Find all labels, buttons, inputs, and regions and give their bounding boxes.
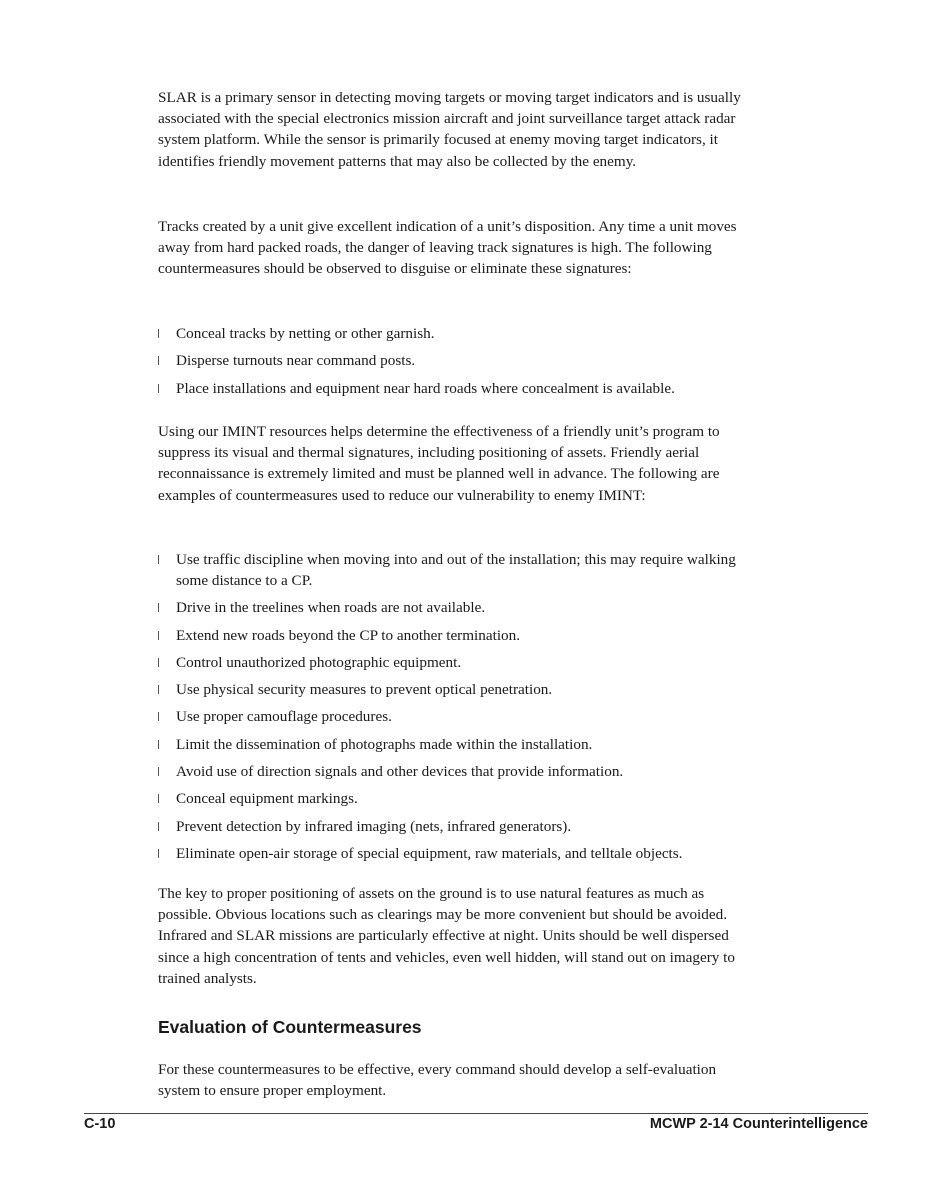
- list-item: [158, 816, 758, 837]
- list-item: [158, 734, 758, 755]
- bullet-icon: [158, 822, 159, 831]
- bullet-icon: [158, 631, 159, 640]
- list-item: [158, 843, 758, 864]
- bullet-icon: [158, 767, 159, 776]
- list-item-text: Eliminate open-air storage of special equipment, raw materials, and telltale objects.: [176, 844, 683, 862]
- bullet-icon: [158, 712, 159, 721]
- bullet-icon: [158, 329, 159, 338]
- bullet-icon: [158, 356, 159, 365]
- footer-divider: [84, 1113, 868, 1114]
- publication-title: MCWP 2-14 Counterintelligence: [649, 1116, 868, 1132]
- bullet-icon: [158, 384, 159, 393]
- list-item: [158, 652, 758, 673]
- list-item-text: Use physical security measures to prevent optical penetration.: [176, 681, 553, 699]
- bullet-list-imint: [158, 549, 758, 870]
- paragraph-tracks: Tracks created by a unit give excellent indication of a unit’s disposition. Any time a unit moves away from hard packed roads, the danger of leaving track signatures is high. The following countermeasures should be observed to disguise or eliminate these signatures:: [158, 218, 737, 278]
- list-item-text: Use traffic discipline when moving into and out of the installation; this may require walking some distance to a CP.: [176, 551, 736, 589]
- list-item-text: Control unauthorized photographic equipment.: [176, 653, 462, 671]
- list-item: [158, 549, 758, 591]
- list-item: [158, 679, 758, 700]
- list-item-text: Avoid use of direction signals and other devices that provide information.: [176, 763, 624, 781]
- bullet-icon: [158, 685, 159, 694]
- list-item-text: Disperse turnouts near command posts.: [176, 352, 416, 370]
- list-item-text: Extend new roads beyond the CP to another termination.: [176, 626, 521, 644]
- paragraph-positioning: The key to proper positioning of assets on the ground is to use natural features as much as possible. Obvious locations such as clearings may be more convenient but should be avoided. Infrared and SLAR missions are particularly effective at night. Units should be well dispersed since a high concentration of tents and vehicles, even well hidden, will stand out on imagery to trained analysts.: [158, 885, 735, 987]
- section-heading: Evaluation of Countermeasures: [158, 1017, 422, 1037]
- list-item-text: Conceal equipment markings.: [176, 790, 358, 808]
- list-item-text: Drive in the treelines when roads are not available.: [176, 599, 486, 617]
- bullet-icon: [158, 849, 159, 858]
- paragraph-imint: Using our IMINT resources helps determine the effectiveness of a friendly unit’s program to suppress its visual and thermal signatures, including positioning of assets. Friendly aerial reconnaissance is extremely limited and must be planned well in advance. The following are examples of countermeasures used to reduce our vulnerability to enemy IMINT:: [158, 423, 720, 504]
- list-item-text: Limit the dissemination of photographs made within the installation.: [176, 735, 593, 753]
- list-item-text: Use proper camouflage procedures.: [176, 708, 392, 726]
- bullet-icon: [158, 555, 159, 564]
- paragraph-evaluation: For these countermeasures to be effective, every command should develop a self-evaluation system to ensure proper employment.: [158, 1061, 717, 1100]
- page-number: C-10: [84, 1116, 116, 1132]
- list-item-text: Prevent detection by infrared imaging (nets, infrared generators).: [176, 817, 572, 835]
- paragraph-slar: SLAR is a primary sensor in detecting moving targets or moving target indicators and is usually associated with the special electronics mission aircraft and joint surveillance target attack radar system platform. While the sensor is primarily focused at enemy moving target indicators, it identifies friendly movement patterns that may also be collected by the enemy.: [158, 89, 741, 170]
- bullet-icon: [158, 794, 159, 803]
- bullet-icon: [158, 740, 159, 749]
- list-item: [158, 350, 758, 371]
- list-item-text: Conceal tracks by netting or other garnish.: [176, 325, 435, 342]
- bullet-icon: [158, 658, 159, 667]
- list-item: [158, 788, 758, 809]
- list-item: [158, 625, 758, 646]
- list-item: [158, 378, 758, 399]
- bullet-icon: [158, 603, 159, 612]
- list-item: [158, 323, 758, 344]
- list-item: [158, 597, 758, 618]
- bullet-list-tracks: [158, 323, 758, 405]
- list-item-text: Place installations and equipment near hard roads where concealment is available.: [176, 379, 675, 397]
- list-item: [158, 706, 758, 727]
- list-item: [158, 761, 758, 782]
